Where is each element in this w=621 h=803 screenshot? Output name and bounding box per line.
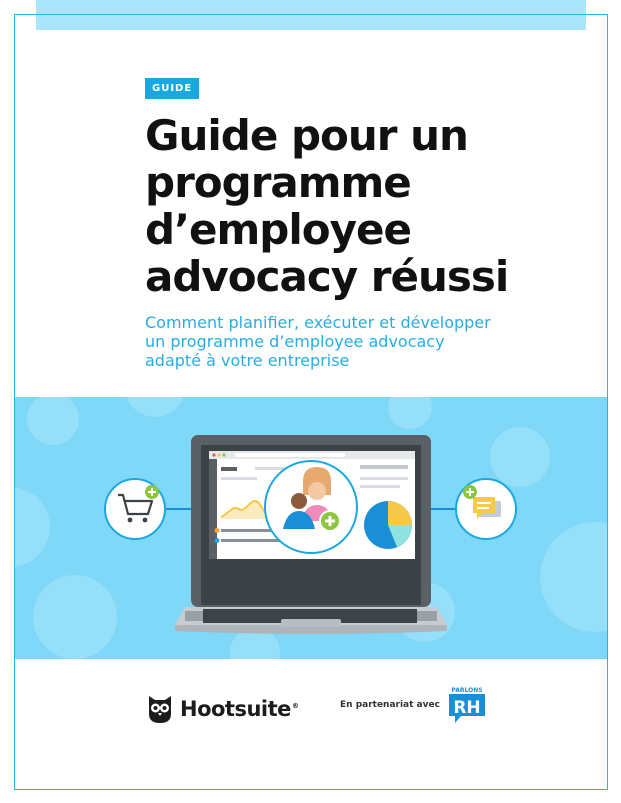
title-line: d’employee	[145, 205, 411, 254]
hero-illustration	[15, 397, 607, 659]
subtitle-line: Comment planifier, exécuter et développer	[145, 313, 491, 332]
guide-tag: GUIDE	[145, 78, 199, 99]
partner-logo-top: PARLONS	[451, 687, 483, 694]
page-title	[145, 112, 585, 300]
page-subtitle	[145, 313, 565, 370]
add-icon	[320, 511, 340, 531]
partner-logo-main: RH	[453, 698, 481, 718]
shopping-cart-icon	[105, 479, 165, 539]
title-line: Guide pour un	[145, 111, 468, 160]
owl-icon	[147, 694, 173, 724]
hootsuite-logo	[147, 692, 298, 726]
laptop-illustration	[15, 397, 607, 659]
pie-chart-icon	[364, 501, 412, 549]
brand-name-text: Hootsuite	[180, 697, 291, 721]
brand-name	[180, 697, 298, 721]
users-icon	[265, 461, 357, 553]
title-line: advocacy réussi	[145, 252, 509, 301]
laptop-keyboard	[175, 607, 447, 634]
registered-mark: ®	[291, 702, 299, 710]
subtitle-line: adapté à votre entreprise	[145, 351, 350, 370]
subtitle-line: un programme d’employee advocacy	[145, 332, 445, 351]
title-line: programme	[145, 158, 411, 207]
parlons-rh-logo	[445, 686, 489, 726]
page-footer	[15, 660, 607, 788]
partner-text: En partenariat avec	[340, 700, 440, 710]
chat-bubble-icon	[456, 479, 516, 539]
